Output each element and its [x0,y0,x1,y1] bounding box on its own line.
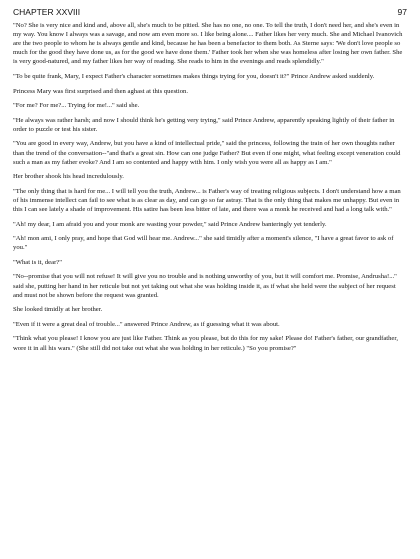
paragraph: "The only thing that is hard for me... I will tell you the truth, Andrew... is Father's way of treating religious subjects. I don't understand how a man of his immense intellect can fail to see what is as clear as day, and can go so far astray. That is the only thing that makes me unhappy. But even in this I can see lately a shade of improvement. His satire has been less bitter of late, and there was a monk he received and had a long talk with." [13,187,401,213]
running-header [13,6,407,18]
chapter-title: CHAPTER XXVIII [13,7,81,17]
paragraph: "You are good in every way, Andrew, but you have a kind of intellectual pride," said the princess, following the train of her own thoughts rather than the trend of the conversation--"and that's a great sin. How can one judge Father? But even if one might, what feeling except veneration could such a man as my father evoke? And I am so contented and happy with him. I only wish you were all as happy as I am." [13,140,401,166]
page-body [13,21,406,358]
paragraph: "For me? For me?... Trying for me!..." said she. [13,102,140,110]
paragraph: Her brother shook his head incredulously. [13,173,124,181]
paragraph: "No--promise that you will not refuse! It will give you no trouble and is nothing unworthy of you, but it will comfort me. Promise, Andrusha!..." said she, putting her hand in her reticule but not yet taking out what she was holding inside it, as if what she held were the subject of her request and must not be shown before the request was granted. [13,273,397,299]
paragraph: "What is it, dear?" [13,258,62,266]
paragraph: She looked timidly at her brother. [13,306,103,314]
page-number: 97 [397,7,407,17]
paragraph: "He always was rather harsh; and now I should think he's getting very trying," said Prince Andrew, apparently speaking lightly of their father in order to puzzle or test his sister. [13,116,395,133]
paragraph: "To be quite frank, Mary, I expect Father's character sometimes makes things trying for you, doesn't it?" Prince Andrew asked suddenly. [13,72,375,80]
paragraph: Princess Mary was first surprised and then aghast at this question. [13,87,189,95]
paragraph: "Ah! my dear, I am afraid you and your monk are wasting your powder," said Prince Andrew banteringly yet tenderly. [13,220,327,228]
paragraph: "Ah! mon ami, I only pray, and hope that God will hear me. Andrew..." she said timidly after a moment's silence, "I have a great favor to ask of you." [13,235,394,252]
paragraph: "Even if it were a great deal of trouble..." answered Prince Andrew, as if guessing what it was about. [13,320,280,328]
paragraph: "Think what you please! I know you are just like Father. Think as you please, but do this for my sake! Please do! Father's father, our grandfather, wore it in all his wars." (She still did not take out what she was holding in her reticule.) "So you promise?" [13,335,398,352]
paragraph: "No? She is very nice and kind and, above all, she's much to be pitied. She has no one, no one. To tell the truth, I don't need her, and she's even in my way. You know I always was a savage, and now am even more so. I like being alone.... Father likes her very much. She and Michael Ivanovich are the two people to whom he is always gentle and kind, because he has been a benefactor to them both. As Sterne says: 'We don't love people so much for the good they have done us, as for the good we have done them.' Father took her when she was homeless after losing her own father. She is very good-natured, and my father likes her way of reading. She reads to him in the evenings and reads splendidly." [13,22,403,66]
